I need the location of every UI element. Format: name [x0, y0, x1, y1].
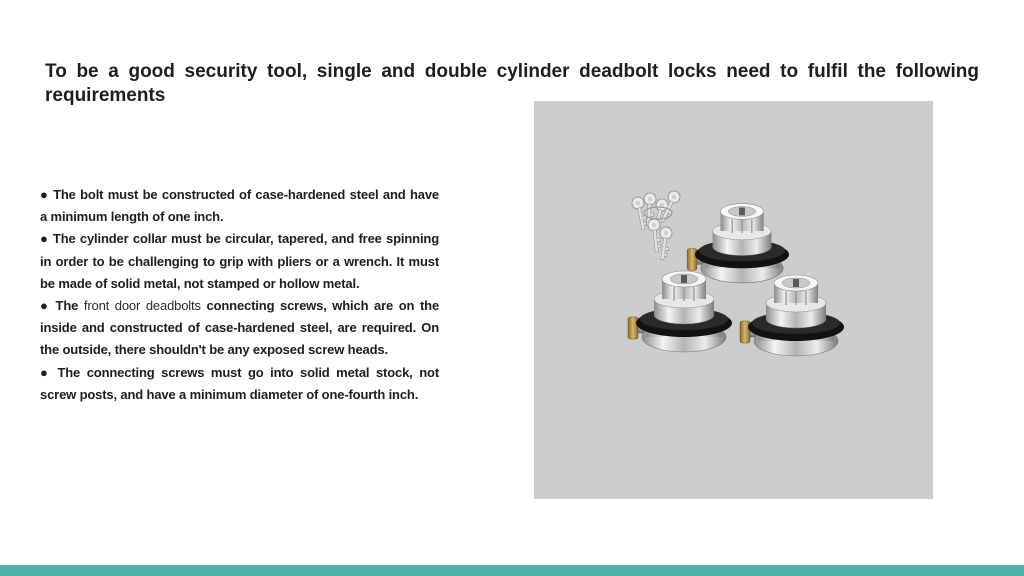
bullet-text: The bolt must be constructed of case-hardened steel and have a minimum length of one inch. [40, 187, 440, 225]
bullet-text: The cylinder collar must be circular, tapered, and free spinning in order to be challenging to grip with pliers or a wrench. It must be made of solid metal, not stamped or hollow metal. [40, 231, 440, 291]
slide-title: To be a good security tool, single and double cylinder deadbolt locks need to fulfil the following requirements [45, 61, 979, 106]
footer-accent-bar [0, 565, 1024, 576]
deadbolt-lock-image [534, 101, 933, 499]
bullet-marker: ● [40, 364, 51, 380]
bullet-item-cylinder-collar [40, 228, 439, 295]
bullet-marker: ● [40, 298, 50, 314]
bullet-item-bolt [40, 184, 439, 228]
deadbolt-lock-right [740, 275, 844, 356]
deadbolt-locks-illustration [534, 101, 933, 499]
bullet-marker: ● [40, 187, 49, 202]
bullet-item-screw-diameter [40, 362, 439, 406]
bullet-marker: ● [40, 231, 49, 247]
bullet-item-connecting-screws [40, 295, 439, 362]
front-door-deadbolts-link[interactable]: front door deadbolts [83, 298, 201, 314]
requirements-list [40, 184, 439, 406]
bullet-text-lead: The [55, 298, 84, 314]
deadbolt-lock-back [687, 204, 789, 283]
bullet-text-rest: connecting screws, which are on the inside and constructed of case-hardened steel, are required. On the outside, there shouldn't be any exposed screw heads. [40, 298, 440, 358]
deadbolt-lock-left [628, 271, 732, 352]
keys-group [631, 189, 682, 261]
bullet-text: The connecting screws must go into solid metal stock, not screw posts, and have a minimum diameter of one-fourth inch. [40, 364, 440, 402]
